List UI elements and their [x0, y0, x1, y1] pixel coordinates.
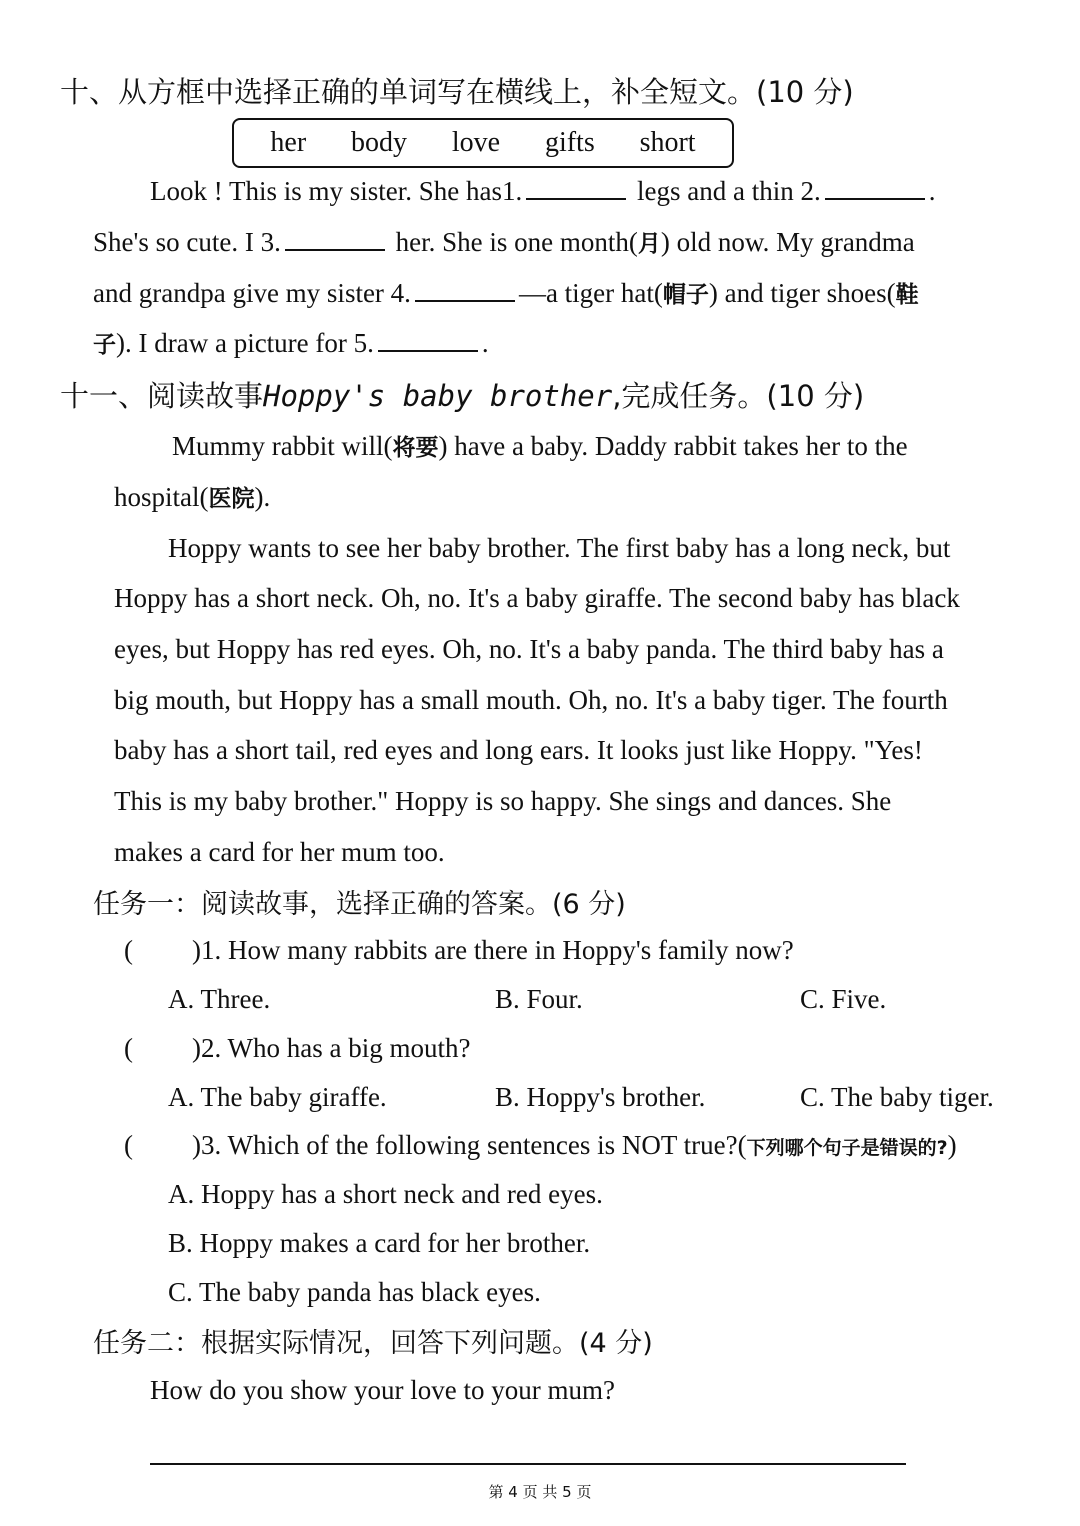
q3-text: )3. Which of the following sentences is NOT true?(下列哪个句子是错误的?): [192, 1130, 957, 1160]
story-title: Hoppy's baby brother: [263, 379, 613, 413]
q2-option-b[interactable]: B. Hoppy's brother.: [495, 1082, 706, 1112]
page-footer: 第 4 页 共 5 页: [488, 1483, 592, 1501]
q2-text: )2. Who has a big mouth?: [192, 1033, 471, 1063]
passage10-line4: 子). I draw a picture for 5. .: [93, 328, 489, 358]
story-p2-line4: big mouth, but Hoppy has a small mouth. Oh, no. It's a baby tiger. The fourth: [114, 685, 948, 715]
section11-title: 十一、阅读故事Hoppy's baby brother,完成任务。(10 分): [60, 379, 865, 413]
word-box: [232, 118, 734, 168]
q2-option-a[interactable]: A. The baby giraffe.: [168, 1082, 387, 1112]
q3-option-a[interactable]: A. Hoppy has a short neck and red eyes.: [168, 1179, 603, 1209]
task1-title: 任务一：阅读故事，选择正确的答案。(6 分): [93, 889, 626, 920]
answer-line[interactable]: [150, 1463, 906, 1465]
passage10-line3: and grandpa give my sister 4. —a tiger hat(帽子) and tiger shoes(鞋: [93, 278, 919, 308]
q1-bracket[interactable]: (: [124, 935, 133, 965]
q3-option-b[interactable]: B. Hoppy makes a card for her brother.: [168, 1228, 591, 1258]
passage10-line1: Look ! This is my sister. She has1. legs and a thin 2. .: [150, 176, 936, 206]
story-p2-line6: This is my baby brother." Hoppy is so happy. She sings and dances. She: [114, 786, 892, 816]
story-p2-line2: Hoppy has a short neck. Oh, no. It's a baby giraffe. The second baby has black: [114, 583, 960, 613]
q3-bracket[interactable]: (: [124, 1130, 133, 1160]
story-p2-line7: makes a card for her mum too.: [114, 837, 445, 867]
story-p2-line5: baby has a short tail, red eyes and long ears. It looks just like Hoppy. "Yes!: [114, 735, 923, 765]
story-p2-line1: Hoppy wants to see her baby brother. The first baby has a long neck, but: [168, 533, 951, 563]
blank-3[interactable]: [285, 227, 385, 251]
word-short: short: [639, 127, 696, 158]
q1-option-a[interactable]: A. Three.: [168, 984, 271, 1014]
q1-option-c[interactable]: C. Five.: [800, 984, 887, 1014]
q3-option-c[interactable]: C. The baby panda has black eyes.: [168, 1277, 541, 1307]
word-body: body: [351, 127, 408, 158]
story-p2-line3: eyes, but Hoppy has red eyes. Oh, no. It's a baby panda. The third baby has a: [114, 634, 944, 664]
word-gifts: gifts: [544, 127, 595, 158]
q2-bracket[interactable]: (: [124, 1033, 133, 1063]
q2-option-c[interactable]: C. The baby tiger.: [800, 1082, 994, 1112]
blank-2[interactable]: [825, 176, 925, 200]
q1-text: )1. How many rabbits are there in Hoppy's family now?: [192, 935, 794, 965]
q1-option-b[interactable]: B. Four.: [495, 984, 583, 1014]
task2-title: 任务二：根据实际情况，回答下列问题。(4 分): [93, 1328, 653, 1359]
passage10-line2: She's so cute. I 3. her. She is one month(月) old now. My grandma: [93, 227, 915, 257]
word-her: her: [270, 127, 307, 158]
blank-4[interactable]: [415, 278, 515, 302]
section10-title: 十、从方框中选择正确的单词写在横线上，补全短文。(10 分): [60, 75, 854, 109]
blank-5[interactable]: [378, 328, 478, 352]
story-p1-line1: Mummy rabbit will(将要) have a baby. Daddy rabbit takes her to the: [172, 431, 908, 461]
blank-1[interactable]: [526, 176, 626, 200]
task2-question: How do you show your love to your mum?: [150, 1375, 615, 1405]
story-p1-line2: hospital(医院).: [114, 482, 271, 512]
word-love: love: [451, 127, 501, 158]
